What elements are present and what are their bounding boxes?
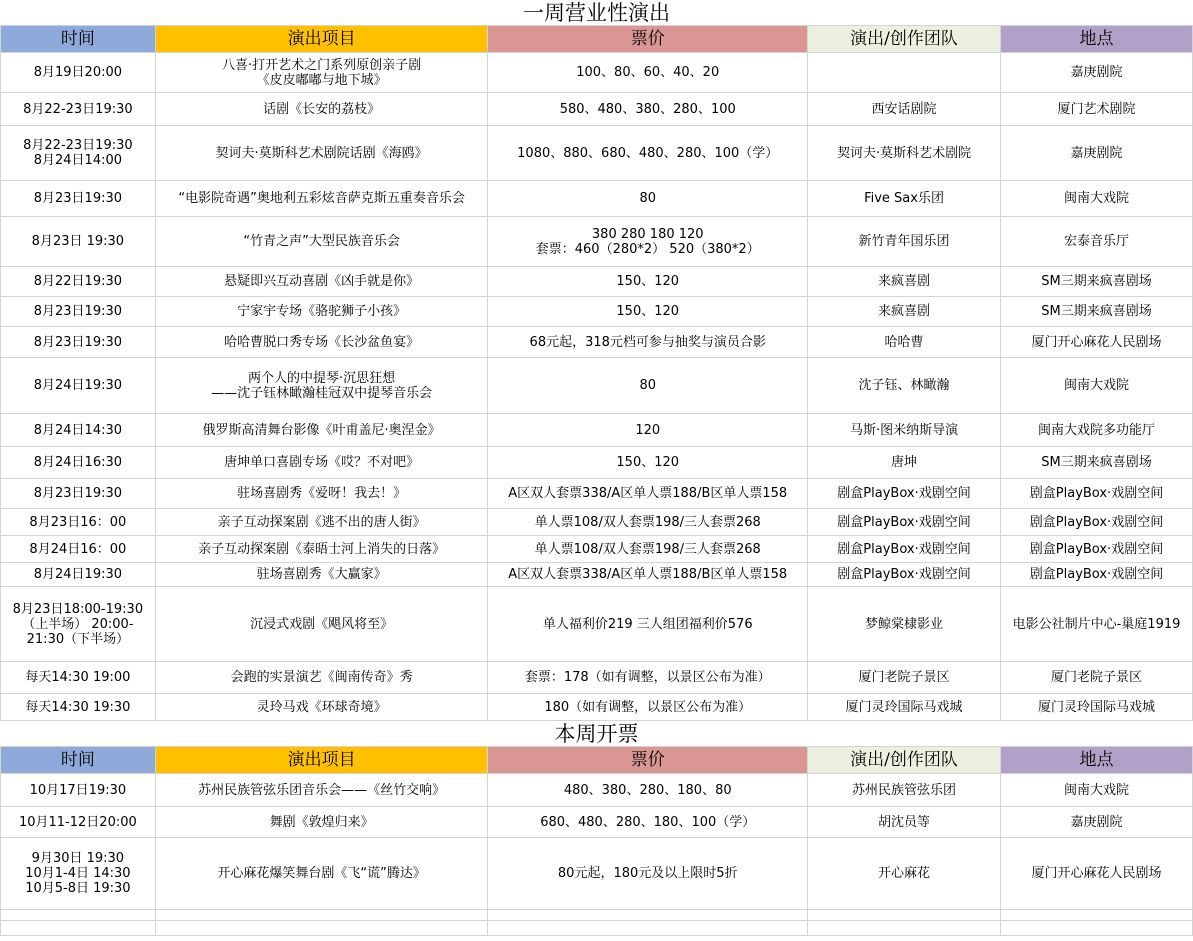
cell-project[interactable] bbox=[155, 921, 488, 936]
cell-price[interactable]: 80元起，180元及以上限时5折 bbox=[488, 838, 808, 910]
table-header-row bbox=[1, 747, 1193, 774]
cell-team[interactable]: 马斯·图米纳斯导演 bbox=[808, 414, 1001, 447]
cell-team[interactable]: 哈哈曹 bbox=[808, 327, 1001, 358]
table-row bbox=[1, 563, 1193, 587]
cell-venue[interactable]: 剧盒PlayBox·戏剧空间 bbox=[1001, 509, 1193, 536]
header-price[interactable]: 票价 bbox=[488, 26, 808, 53]
cell-project[interactable]: 唐坤单口喜剧专场《哎？不对吧》 bbox=[155, 447, 488, 479]
cell-team[interactable]: 来疯喜剧 bbox=[808, 297, 1001, 327]
cell-team[interactable]: 胡沈员等 bbox=[808, 807, 1001, 838]
cell-price[interactable]: 100、80、60、40、20 bbox=[488, 53, 808, 93]
cell-team[interactable]: 厦门老院子景区 bbox=[808, 662, 1001, 694]
cell-team[interactable]: 契诃夫·莫斯科艺术剧院 bbox=[808, 126, 1001, 181]
cell-price[interactable]: 150、120 bbox=[488, 297, 808, 327]
table-row bbox=[1, 807, 1193, 838]
cell-price[interactable]: 180（如有调整，以景区公布为准） bbox=[488, 694, 808, 721]
cell-project[interactable]: “竹青之声”大型民族音乐会 bbox=[155, 217, 488, 267]
table-row bbox=[1, 217, 1193, 267]
cell-time[interactable]: 8月24日16：00 bbox=[1, 536, 156, 563]
cell-team[interactable]: 剧盒PlayBox·戏剧空间 bbox=[808, 479, 1001, 509]
cell-time[interactable]: 每天14:30 19:30 bbox=[1, 694, 156, 721]
header-project[interactable]: 演出项目 bbox=[155, 26, 488, 53]
cell-time[interactable]: 8月24日16:30 bbox=[1, 447, 156, 479]
cell-team[interactable]: 新竹青年国乐团 bbox=[808, 217, 1001, 267]
table-row bbox=[1, 126, 1193, 181]
cell-time[interactable]: 8月23日 19:30 bbox=[1, 217, 156, 267]
cell-project[interactable]: 亲子互动探案剧《泰晤士河上消失的日落》 bbox=[155, 536, 488, 563]
cell-team[interactable]: 唐坤 bbox=[808, 447, 1001, 479]
cell-project[interactable]: 苏州民族管弦乐团音乐会——《丝竹交响》 bbox=[155, 774, 488, 807]
header-price[interactable]: 票价 bbox=[488, 747, 808, 774]
cell-venue[interactable] bbox=[1001, 921, 1193, 936]
cell-venue[interactable]: 电影公社制片中心-巢庭1919 bbox=[1001, 587, 1193, 662]
cell-venue[interactable]: 厦门开心麻花人民剧场 bbox=[1001, 838, 1193, 910]
header-project[interactable]: 演出项目 bbox=[155, 747, 488, 774]
cell-price[interactable]: A区双人套票338/A区单人票188/B区单人票158 bbox=[488, 563, 808, 587]
cell-time[interactable]: 8月24日19:30 bbox=[1, 563, 156, 587]
header-time[interactable]: 时间 bbox=[1, 747, 156, 774]
cell-venue[interactable]: 厦门艺术剧院 bbox=[1001, 93, 1193, 126]
cell-price[interactable]: 380 280 180 120 套票：460（280*2） 520（380*2） bbox=[488, 217, 808, 267]
section-title-on-sale: 本周开票 bbox=[554, 722, 639, 746]
table-row bbox=[1, 53, 1193, 93]
cell-time[interactable]: 8月19日20:00 bbox=[1, 53, 156, 93]
cell-time[interactable]: 10月17日19:30 bbox=[1, 774, 156, 807]
table-row bbox=[1, 327, 1193, 358]
table-row bbox=[1, 267, 1193, 297]
cell-project[interactable]: 契诃夫·莫斯科艺术剧院话剧《海鸥》 bbox=[155, 126, 488, 181]
cell-team[interactable]: 沈子钰、林瞰瀚 bbox=[808, 358, 1001, 414]
cell-venue[interactable]: SM三期来疯喜剧场 bbox=[1001, 267, 1193, 297]
cell-time[interactable]: 8月24日19:30 bbox=[1, 358, 156, 414]
cell-venue[interactable]: 闽南大戏院 bbox=[1001, 774, 1193, 807]
cell-project[interactable]: 两个人的中提琴·沉思狂想 ——沈子钰林瞰瀚桂冠双中提琴音乐会 bbox=[155, 358, 488, 414]
cell-venue[interactable]: 嘉庚剧院 bbox=[1001, 126, 1193, 181]
table-row bbox=[1, 921, 1193, 936]
table-row bbox=[1, 297, 1193, 327]
cell-venue[interactable]: 宏泰音乐厅 bbox=[1001, 217, 1193, 267]
table-row bbox=[1, 358, 1193, 414]
on-sale-table bbox=[0, 746, 1193, 936]
cell-team[interactable]: 梦鲸棠棣影业 bbox=[808, 587, 1001, 662]
cell-venue[interactable]: 闽南大戏院 bbox=[1001, 181, 1193, 217]
cell-team[interactable]: 厦门灵玲国际马戏城 bbox=[808, 694, 1001, 721]
cell-price[interactable]: 480、380、280、180、80 bbox=[488, 774, 808, 807]
cell-price[interactable]: 1080、880、680、480、280、100（学） bbox=[488, 126, 808, 181]
cell-time[interactable]: 8月24日14:30 bbox=[1, 414, 156, 447]
cell-venue[interactable]: 闽南大戏院 bbox=[1001, 358, 1193, 414]
cell-time[interactable]: 8月22-23日19:30 8月24日14:00 bbox=[1, 126, 156, 181]
cell-project[interactable]: 舞剧《敦煌归来》 bbox=[155, 807, 488, 838]
cell-time[interactable]: 8月23日19:30 bbox=[1, 297, 156, 327]
header-time[interactable]: 时间 bbox=[1, 26, 156, 53]
table-header-row bbox=[1, 26, 1193, 53]
cell-time[interactable]: 8月23日19:30 bbox=[1, 327, 156, 358]
cell-venue[interactable]: 剧盒PlayBox·戏剧空间 bbox=[1001, 563, 1193, 587]
cell-price[interactable]: 68元起，318元档可参与抽奖与演员合影 bbox=[488, 327, 808, 358]
cell-project[interactable] bbox=[155, 910, 488, 921]
cell-time[interactable]: 10月11-12日20:00 bbox=[1, 807, 156, 838]
cell-price[interactable]: 580、480、380、280、100 bbox=[488, 93, 808, 126]
cell-price[interactable]: 80 bbox=[488, 358, 808, 414]
cell-price[interactable]: 120 bbox=[488, 414, 808, 447]
cell-project[interactable]: 会跑的实景演艺《闽南传奇》秀 bbox=[155, 662, 488, 694]
cell-project[interactable]: 灵玲马戏《环球奇境》 bbox=[155, 694, 488, 721]
cell-project[interactable]: 驻场喜剧秀《爱呀！我去！》 bbox=[155, 479, 488, 509]
cell-time[interactable] bbox=[1, 910, 156, 921]
cell-time[interactable] bbox=[1, 921, 156, 936]
cell-project[interactable]: 俄罗斯高清舞台影像《叶甫盖尼·奥涅金》 bbox=[155, 414, 488, 447]
cell-venue[interactable]: SM三期来疯喜剧场 bbox=[1001, 447, 1193, 479]
table-row bbox=[1, 838, 1193, 910]
cell-project[interactable]: 亲子互动探案剧《逃不出的唐人街》 bbox=[155, 509, 488, 536]
table-row bbox=[1, 181, 1193, 217]
cell-project[interactable]: 悬疑即兴互动喜剧《凶手就是你》 bbox=[155, 267, 488, 297]
cell-venue[interactable]: 厦门老院子景区 bbox=[1001, 662, 1193, 694]
cell-team[interactable]: 西安话剧院 bbox=[808, 93, 1001, 126]
cell-time[interactable]: 8月23日19:30 bbox=[1, 479, 156, 509]
table-row bbox=[1, 694, 1193, 721]
cell-project[interactable]: 话剧《长安的荔枝》 bbox=[155, 93, 488, 126]
cell-team[interactable]: 来疯喜剧 bbox=[808, 267, 1001, 297]
header-venue[interactable]: 地点 bbox=[1001, 747, 1193, 774]
cell-team[interactable]: Five Sax乐团 bbox=[808, 181, 1001, 217]
table-row bbox=[1, 447, 1193, 479]
cell-team[interactable]: 剧盒PlayBox·戏剧空间 bbox=[808, 563, 1001, 587]
cell-team[interactable]: 剧盒PlayBox·戏剧空间 bbox=[808, 536, 1001, 563]
cell-time[interactable]: 8月23日16：00 bbox=[1, 509, 156, 536]
cell-venue[interactable] bbox=[1001, 910, 1193, 921]
header-team[interactable]: 演出/创作团队 bbox=[808, 26, 1001, 53]
table-row bbox=[1, 910, 1193, 921]
cell-time[interactable]: 9月30日 19:30 10月1-4日 14:30 10月5-8日 19:30 bbox=[1, 838, 156, 910]
cell-venue[interactable]: 厦门开心麻花人民剧场 bbox=[1001, 327, 1193, 358]
cell-project[interactable]: 宁家宇专场《骆驼狮子小孩》 bbox=[155, 297, 488, 327]
table-row bbox=[1, 774, 1193, 807]
cell-team[interactable]: 剧盒PlayBox·戏剧空间 bbox=[808, 509, 1001, 536]
weekly-performances-table bbox=[0, 25, 1193, 721]
cell-price[interactable]: 150、120 bbox=[488, 267, 808, 297]
cell-venue[interactable]: 剧盒PlayBox·戏剧空间 bbox=[1001, 536, 1193, 563]
cell-price[interactable]: 单人票108/双人套票198/三人套票268 bbox=[488, 509, 808, 536]
cell-project[interactable]: 沉浸式戏剧《飓风将至》 bbox=[155, 587, 488, 662]
table-row bbox=[1, 536, 1193, 563]
cell-venue[interactable]: 剧盒PlayBox·戏剧空间 bbox=[1001, 479, 1193, 509]
table-row bbox=[1, 414, 1193, 447]
cell-time[interactable]: 8月22-23日19:30 bbox=[1, 93, 156, 126]
cell-venue[interactable]: SM三期来疯喜剧场 bbox=[1001, 297, 1193, 327]
cell-venue[interactable]: 厦门灵玲国际马戏城 bbox=[1001, 694, 1193, 721]
table-row bbox=[1, 662, 1193, 694]
cell-project[interactable]: 驻场喜剧秀《大赢家》 bbox=[155, 563, 488, 587]
cell-venue[interactable]: 闽南大戏院多功能厅 bbox=[1001, 414, 1193, 447]
cell-team[interactable] bbox=[808, 53, 1001, 93]
table-row bbox=[1, 93, 1193, 126]
header-venue[interactable]: 地点 bbox=[1001, 26, 1193, 53]
header-team[interactable]: 演出/创作团队 bbox=[808, 747, 1001, 774]
cell-project[interactable]: 哈哈曹脱口秀专场《长沙盆鱼宴》 bbox=[155, 327, 488, 358]
cell-price[interactable]: 680、480、280、180、100（学） bbox=[488, 807, 808, 838]
section-title-weekly: 一周营业性演出 bbox=[523, 1, 670, 25]
cell-project[interactable]: 开心麻花爆笑舞台剧《飞“谎”腾达》 bbox=[155, 838, 488, 910]
cell-price[interactable] bbox=[488, 910, 808, 921]
cell-price[interactable]: A区双人套票338/A区单人票188/B区单人票158 bbox=[488, 479, 808, 509]
cell-team[interactable] bbox=[808, 910, 1001, 921]
cell-team[interactable]: 苏州民族管弦乐团 bbox=[808, 774, 1001, 807]
cell-time[interactable]: 8月23日19:30 bbox=[1, 181, 156, 217]
cell-price[interactable]: 单人福利价219 三人组团福利价576 bbox=[488, 587, 808, 662]
cell-time[interactable]: 8月22日19:30 bbox=[1, 267, 156, 297]
cell-price[interactable] bbox=[488, 921, 808, 936]
table-row bbox=[1, 587, 1193, 662]
cell-price[interactable]: 套票：178（如有调整，以景区公布为准） bbox=[488, 662, 808, 694]
cell-price[interactable]: 150、120 bbox=[488, 447, 808, 479]
cell-price[interactable]: 80 bbox=[488, 181, 808, 217]
cell-project[interactable]: 八喜·打开艺术之门系列原创亲子剧 《皮皮嘟嘟与地下城》 bbox=[155, 53, 488, 93]
cell-project[interactable]: “电影院奇遇”奥地利五彩炫音萨克斯五重奏音乐会 bbox=[155, 181, 488, 217]
cell-time[interactable]: 每天14:30 19:00 bbox=[1, 662, 156, 694]
cell-team[interactable]: 开心麻花 bbox=[808, 838, 1001, 910]
cell-venue[interactable]: 嘉庚剧院 bbox=[1001, 53, 1193, 93]
cell-venue[interactable]: 嘉庚剧院 bbox=[1001, 807, 1193, 838]
table-row bbox=[1, 509, 1193, 536]
cell-price[interactable]: 单人票108/双人套票198/三人套票268 bbox=[488, 536, 808, 563]
cell-time[interactable]: 8月23日18:00-19:30 （上半场） 20:00- 21:30（下半场） bbox=[1, 587, 156, 662]
cell-team[interactable] bbox=[808, 921, 1001, 936]
table-row bbox=[1, 479, 1193, 509]
